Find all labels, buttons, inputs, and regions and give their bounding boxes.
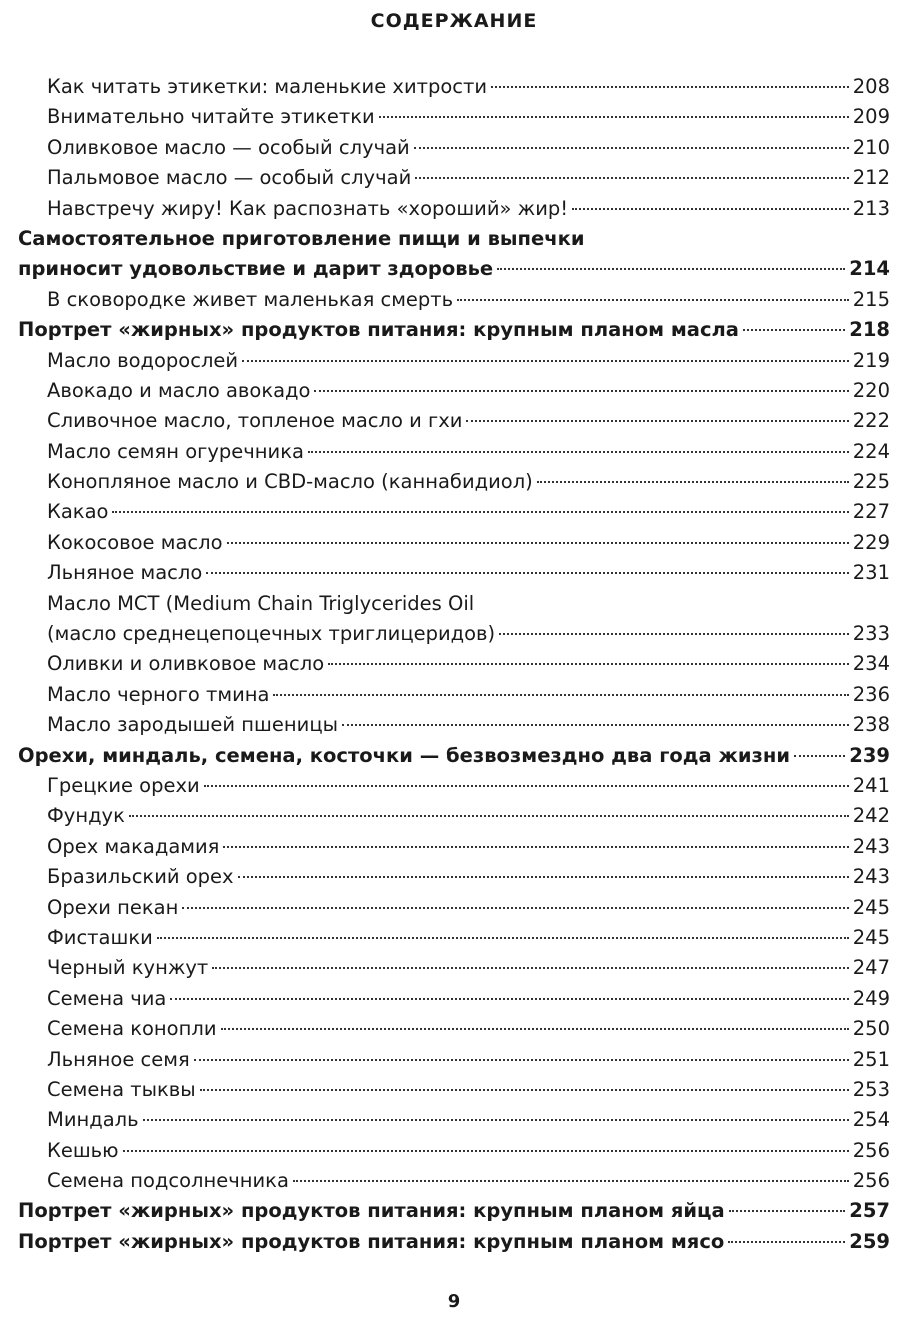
toc-entry-title: Семена подсолнечника <box>47 1169 289 1193</box>
toc-page-number: 243 <box>852 865 890 889</box>
dot-leader <box>572 208 849 210</box>
dot-leader <box>314 390 848 392</box>
toc-entry-row <box>18 1136 890 1166</box>
toc-page-number: 251 <box>852 1047 890 1071</box>
dot-leader <box>497 268 845 270</box>
toc-page-number: 218 <box>849 318 890 342</box>
toc-chapter-row <box>18 741 890 771</box>
toc-page-number: 210 <box>852 135 890 159</box>
toc-entry-row <box>18 862 890 892</box>
toc-entry-title: Авокадо и масло авокадо <box>47 378 311 402</box>
dot-leader <box>293 1180 849 1182</box>
dot-leader <box>729 1210 846 1212</box>
toc-page-number: 219 <box>852 348 890 372</box>
toc-entry-title: Семена тыквы <box>47 1077 196 1101</box>
toc-entry-title: Льняное масло <box>47 561 203 585</box>
toc-page-number: 256 <box>852 1138 890 1162</box>
dot-leader <box>221 1028 849 1030</box>
dot-leader <box>223 846 848 848</box>
toc-page-number: 212 <box>852 166 890 190</box>
toc-entry-title: Масло MCT (Medium Chain Triglycerides Oil <box>47 591 475 615</box>
toc-page-number: 241 <box>852 773 890 797</box>
dot-leader <box>308 451 849 453</box>
toc-entry-title: В сковородке живет маленькая смерть <box>47 287 454 311</box>
dot-leader <box>242 360 849 362</box>
toc-page-number: 231 <box>852 561 890 585</box>
toc-entry-title: Черный кунжут <box>47 956 209 980</box>
dot-leader <box>129 815 849 817</box>
toc-entry-title: Оливковое масло — особый случай <box>47 135 410 159</box>
dot-leader <box>537 481 849 483</box>
toc-entry-title: Оливки и оливковое масло <box>47 652 325 676</box>
page-title: СОДЕРЖАНИЕ <box>370 10 538 32</box>
toc-chapter-row <box>18 224 890 254</box>
toc-entry-title: Масло семян огуречника <box>47 439 304 463</box>
toc-page-number: 214 <box>849 257 890 281</box>
toc-entry-row <box>18 163 890 193</box>
toc-entry-title: Портрет «жирных» продуктов питания: крупным планом мясо <box>18 1229 725 1253</box>
toc-entry-title: Семена конопли <box>47 1017 217 1041</box>
toc-entry-title: Орехи пекан <box>47 895 179 919</box>
dot-leader <box>415 177 849 179</box>
toc-entry-row <box>18 710 890 740</box>
toc-entry-title: Масло зародышей пшеницы <box>47 713 338 737</box>
toc-entry-title: Фисташки <box>47 925 153 949</box>
toc-entry-row <box>18 1105 890 1135</box>
toc-entry-row <box>18 893 890 923</box>
toc-entry-row <box>18 589 890 619</box>
toc-entry-title: Фундук <box>47 804 125 828</box>
toc-chapter-row <box>18 254 890 284</box>
toc-page-number: 238 <box>852 713 890 737</box>
dot-leader <box>414 147 849 149</box>
toc-page-number: 222 <box>852 409 890 433</box>
dot-leader <box>743 329 845 331</box>
dot-leader <box>728 1241 845 1243</box>
toc-entry-row <box>18 406 890 436</box>
toc-entry-row <box>18 923 890 953</box>
dot-leader <box>182 907 848 909</box>
toc-entry-row <box>18 771 890 801</box>
toc-page-number: 256 <box>852 1169 890 1193</box>
toc-entry-row <box>18 376 890 406</box>
toc-entry-title: Кокосовое масло <box>47 530 223 554</box>
dot-leader <box>212 967 848 969</box>
toc-entry-title: Бразильский орех <box>47 865 234 889</box>
toc-entry-row <box>18 832 890 862</box>
toc-entry-row <box>18 1166 890 1196</box>
toc-entry-row <box>18 619 890 649</box>
toc-entry-title: Портрет «жирных» продуктов питания: крупным планом яйца <box>18 1199 725 1223</box>
toc-page-number: 234 <box>852 652 890 676</box>
toc-entry-title: Льняное семя <box>47 1047 190 1071</box>
dot-leader <box>457 299 849 301</box>
dot-leader <box>206 572 848 574</box>
toc-page-number: 225 <box>852 470 890 494</box>
toc-entry-row <box>18 558 890 588</box>
toc-page-number: 245 <box>852 925 890 949</box>
toc-entry-title: Миндаль <box>47 1108 139 1132</box>
toc-page-number: 253 <box>852 1077 890 1101</box>
toc-page-number: 215 <box>852 287 890 311</box>
toc-entry-title: (масло среднецепоцечных триглицеридов) <box>47 622 496 646</box>
toc-entry-title: Орехи, миндаль, семена, косточки — безвозмездно два года жизни <box>18 743 791 767</box>
toc-entry-title: Масло водорослей <box>47 348 239 372</box>
toc-entry-row <box>18 1014 890 1044</box>
table-of-contents <box>18 72 890 1257</box>
toc-entry-title: Грецкие орехи <box>47 773 200 797</box>
toc-entry-row <box>18 194 890 224</box>
toc-page-number: 229 <box>852 530 890 554</box>
toc-page-number: 233 <box>852 622 890 646</box>
toc-page-number: 213 <box>852 196 890 220</box>
dot-leader <box>342 724 849 726</box>
toc-page-number: 245 <box>852 895 890 919</box>
toc-entry-title: Портрет «жирных» продуктов питания: крупным планом масла <box>18 318 739 342</box>
toc-entry-title: приносит удовольствие и дарит здоровье <box>18 257 494 281</box>
toc-entry-row <box>18 133 890 163</box>
dot-leader <box>491 86 849 88</box>
dot-leader <box>170 998 848 1000</box>
toc-entry-row <box>18 1045 890 1075</box>
dot-leader <box>194 1059 849 1061</box>
toc-page-number: 239 <box>849 743 890 767</box>
toc-entry-title: Какао <box>47 500 109 524</box>
toc-page-number: 243 <box>852 834 890 858</box>
toc-page-number: 224 <box>852 439 890 463</box>
toc-chapter-row <box>18 1227 890 1257</box>
toc-entry-row <box>18 649 890 679</box>
dot-leader <box>123 1150 849 1152</box>
toc-page-number: 249 <box>852 986 890 1010</box>
toc-page-number: 209 <box>852 105 890 129</box>
toc-chapter-row <box>18 315 890 345</box>
toc-page-number: 227 <box>852 500 890 524</box>
toc-entry-title: Орех макадамия <box>47 834 220 858</box>
dot-leader <box>227 542 849 544</box>
toc-entry-title: Сливочное масло, топленое масло и гхи <box>47 409 463 433</box>
dot-leader <box>204 785 849 787</box>
toc-entry-row <box>18 285 890 315</box>
toc-entry-row <box>18 1075 890 1105</box>
dot-leader <box>238 876 849 878</box>
toc-page-number: 250 <box>852 1017 890 1041</box>
dot-leader <box>794 755 845 757</box>
toc-entry-title: Самостоятельное приготовление пищи и выпечки <box>18 226 585 250</box>
dot-leader <box>200 1089 849 1091</box>
dot-leader <box>157 937 849 939</box>
toc-entry-row <box>18 497 890 527</box>
toc-entry-title: Семена чиа <box>47 986 167 1010</box>
toc-entry-row <box>18 801 890 831</box>
toc-page-number: 259 <box>849 1229 890 1253</box>
toc-page-number: 247 <box>852 956 890 980</box>
toc-entry-title: Конопляное масло и CBD-масло (каннабидиол) <box>47 470 533 494</box>
toc-entry-row <box>18 953 890 983</box>
toc-page-number: 242 <box>852 804 890 828</box>
dot-leader <box>379 116 849 118</box>
dot-leader <box>499 633 849 635</box>
page-number: 9 <box>447 1291 461 1312</box>
toc-page-number: 254 <box>852 1108 890 1132</box>
toc-entry-row <box>18 528 890 558</box>
toc-page-number: 236 <box>852 682 890 706</box>
toc-page-number: 220 <box>852 378 890 402</box>
dot-leader <box>273 694 848 696</box>
toc-entry-row <box>18 437 890 467</box>
toc-entry-title: Кешью <box>47 1138 119 1162</box>
dot-leader <box>143 1119 849 1121</box>
toc-page-number: 208 <box>852 75 890 98</box>
dot-leader <box>328 663 849 665</box>
toc-entry-title: Масло черного тмина <box>47 682 270 706</box>
toc-page-number: 257 <box>849 1199 890 1223</box>
toc-entry-row <box>18 984 890 1014</box>
toc-entry-row <box>18 72 890 102</box>
toc-entry-row <box>18 680 890 710</box>
toc-entry-row <box>18 102 890 132</box>
dot-leader <box>466 420 848 422</box>
toc-entry-row <box>18 346 890 376</box>
toc-entry-title: Навстречу жиру! Как распознать «хороший» жир! <box>47 196 569 220</box>
toc-chapter-row <box>18 1196 890 1226</box>
dot-leader <box>112 511 848 513</box>
toc-entry-row <box>18 467 890 497</box>
toc-entry-title: Как читать этикетки: маленькие хитрости <box>47 75 488 98</box>
toc-entry-title: Внимательно читайте этикетки <box>47 105 375 129</box>
toc-entry-title: Пальмовое масло — особый случай <box>47 166 412 190</box>
